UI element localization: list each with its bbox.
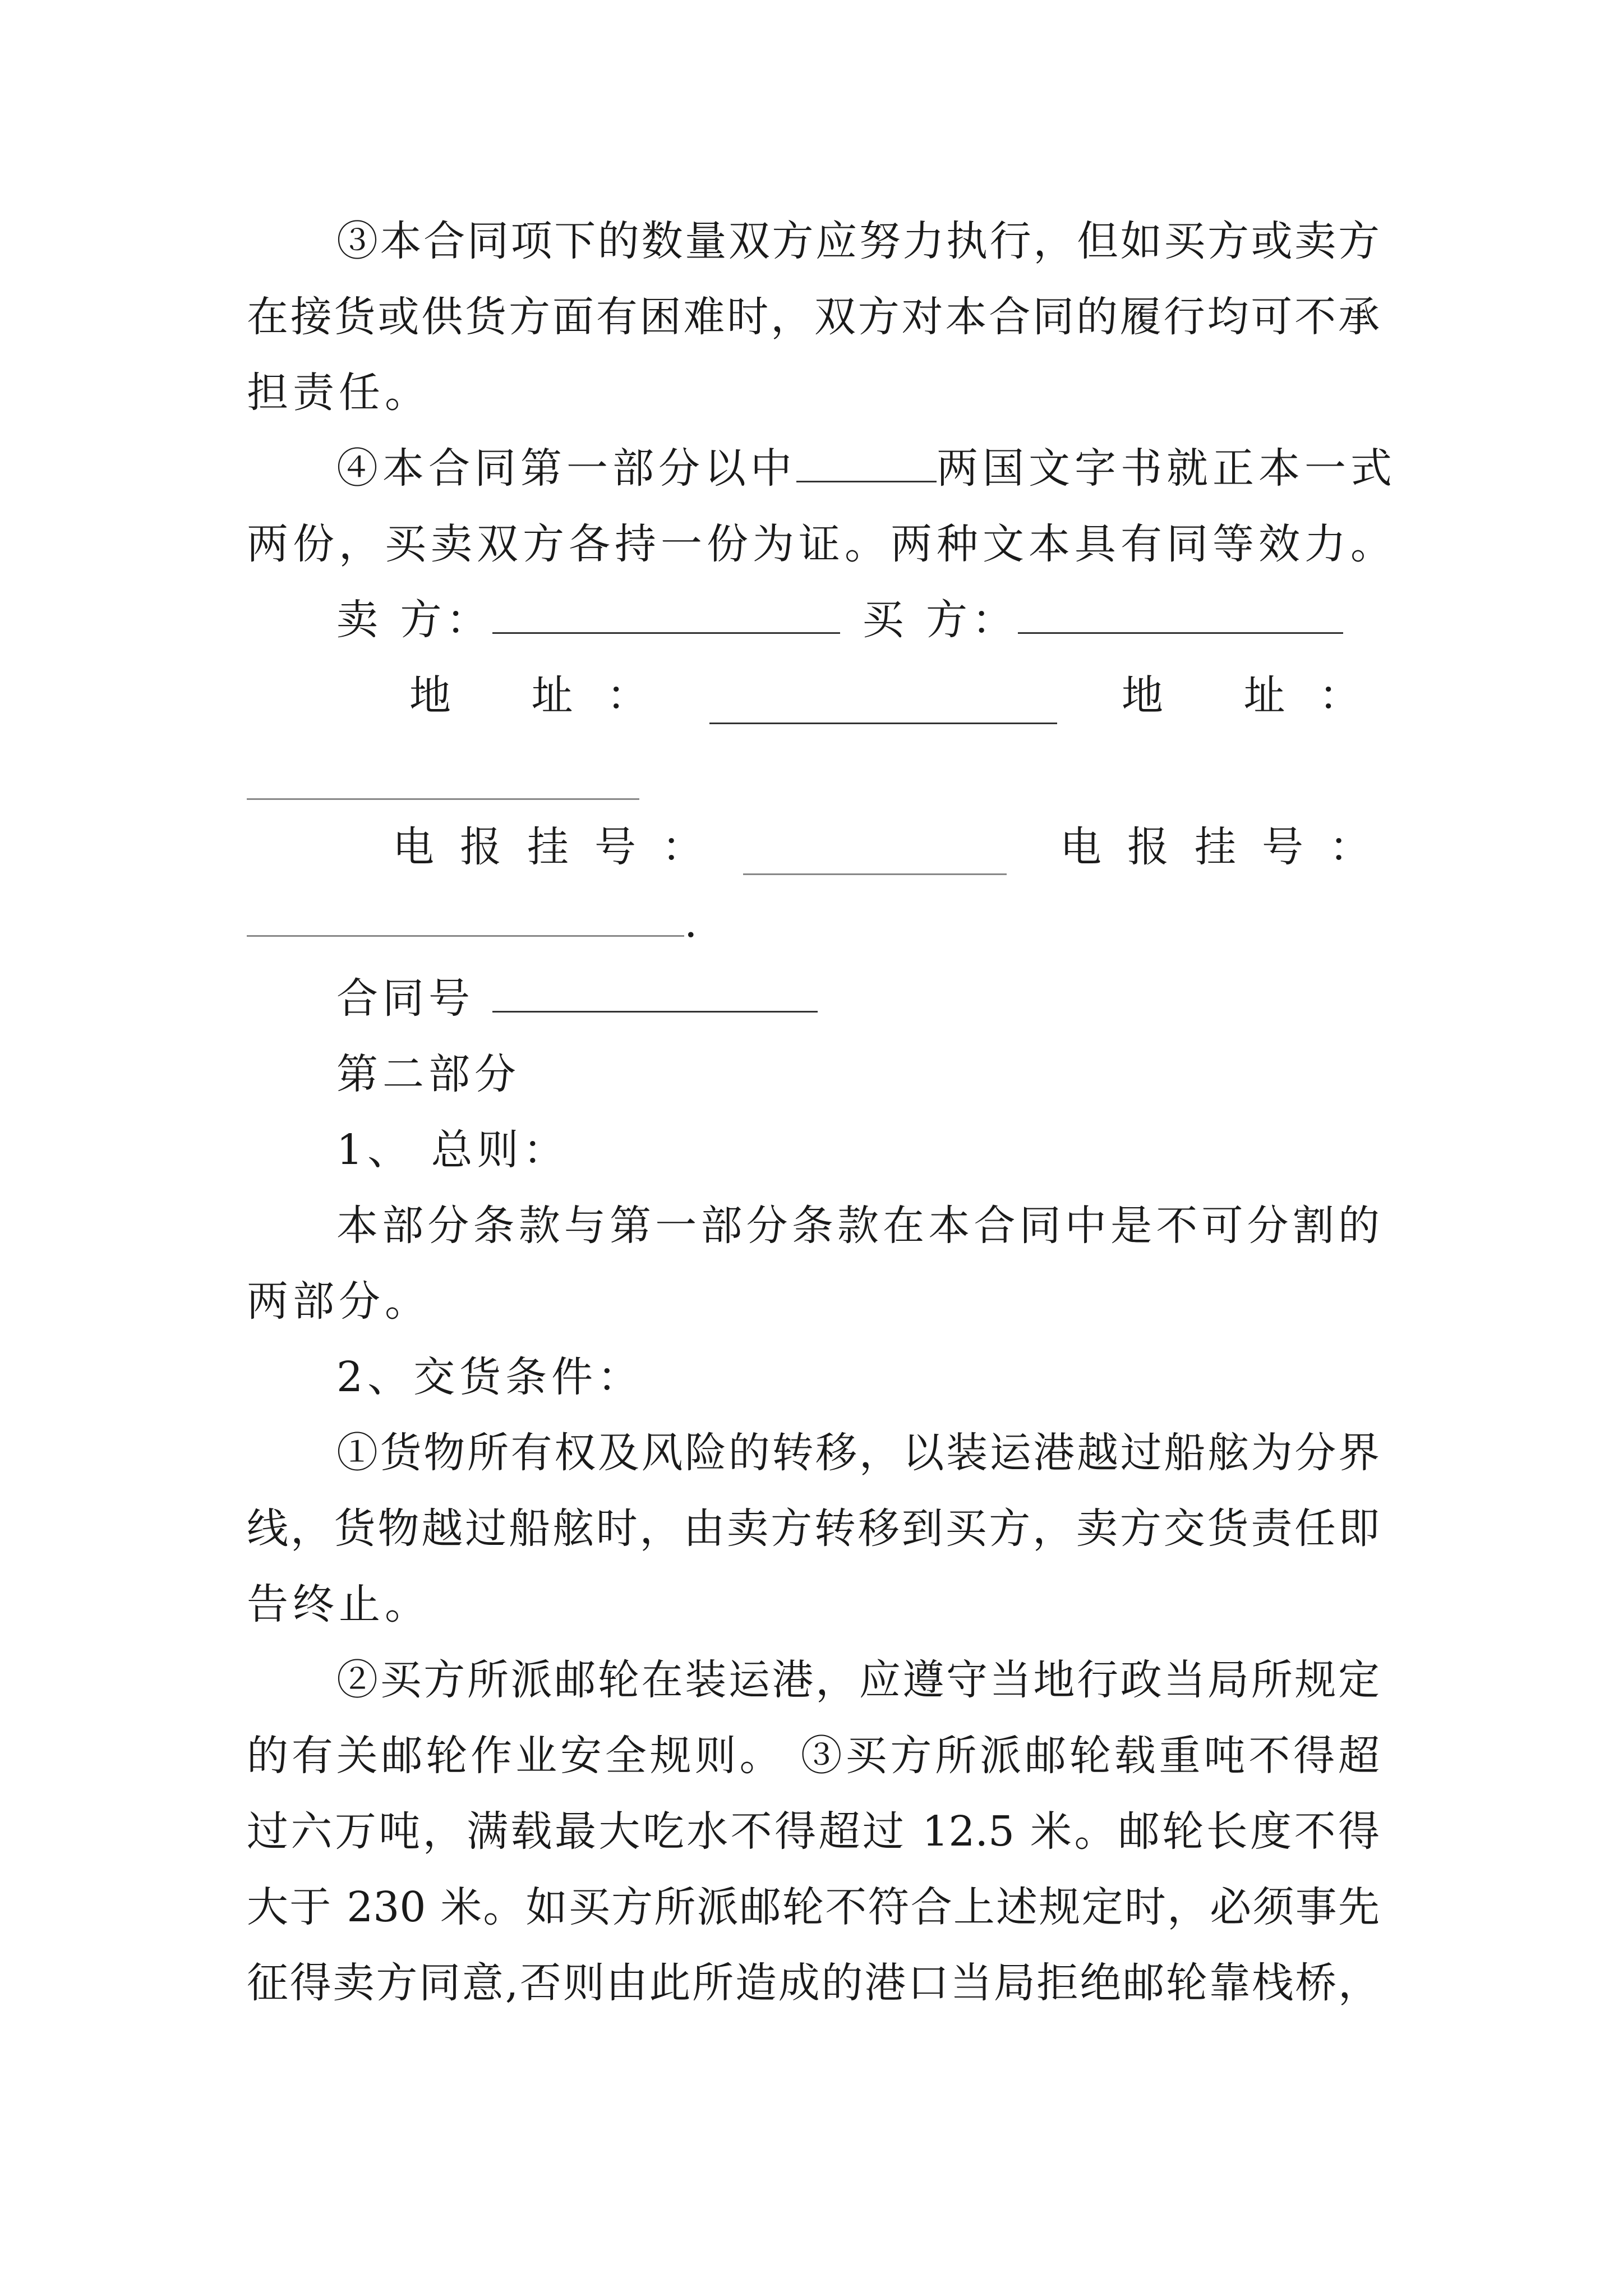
- paragraph-line: ①货物所有权及风险的转移，以装运港越过船舷为分界: [336, 1429, 1380, 1477]
- buyer-label: 买 方：: [862, 596, 1018, 644]
- address-blank: [709, 689, 1057, 724]
- paragraph-line: 线，货物越过船舷时，由卖方转移到买方，卖方交货责任即: [247, 1504, 1380, 1553]
- paragraph-line: 两份，买卖双方各持一份为证。两种文本具有同等效力。: [247, 520, 1396, 568]
- text-segment: ④本合同第一部分以中: [336, 444, 796, 493]
- address-blank: [247, 765, 639, 800]
- telegram-label: 电报挂号：: [393, 823, 729, 871]
- blank-line: [796, 447, 937, 482]
- telegram-line: [247, 895, 702, 951]
- paragraph-line: 在接货或供货方面有困难时，双方对本合同的履行均可不承: [247, 293, 1380, 341]
- paragraph-line: 过六万吨，满载最大吃水不得超过 12.5 米。邮轮长度不得: [247, 1807, 1380, 1856]
- seller-blank: [492, 599, 840, 634]
- address-label: 地 址：: [409, 671, 682, 720]
- paragraph-line: 本部分条款与第一部分条款在本合同中是不可分割的: [336, 1202, 1380, 1250]
- paragraph-line: 两部分。: [247, 1277, 431, 1326]
- buyer-blank: [1018, 599, 1343, 634]
- paragraph-line: 的有关邮轮作业安全规则。 ③买方所派邮轮载重吨不得超: [247, 1732, 1380, 1780]
- telegram-label: 电报挂号：: [1060, 823, 1396, 871]
- text-segment: 两国文字书就正本一式: [937, 444, 1396, 493]
- paragraph-line: 大于 230 米。如买方所派邮轮不符合上述规定时，必须事先: [247, 1883, 1380, 1931]
- paragraph-line: ③本合同项下的数量双方应努力执行，但如买方或卖方: [336, 217, 1380, 265]
- seller-buyer-line: [336, 592, 1343, 648]
- clause-heading: 2、交货条件：: [336, 1353, 644, 1401]
- seller-label: 卖 方：: [336, 596, 492, 644]
- period: .: [684, 899, 702, 947]
- paragraph-line: [336, 440, 1396, 496]
- telegram-blank: [247, 901, 684, 937]
- paragraph-line: 征得卖方同意,否则由此所造成的港口当局拒绝邮轮靠栈桥，: [247, 1959, 1380, 2007]
- contract-number-label: 合同号: [336, 974, 474, 1023]
- contract-number-line: [336, 970, 818, 1027]
- telegram-blank: [743, 840, 1007, 875]
- contract-number-blank: [492, 977, 818, 1013]
- section-heading: 第二部分: [336, 1050, 520, 1098]
- paragraph-line: ②买方所派邮轮在装运港，应遵守当地行政当局所规定: [336, 1656, 1380, 1704]
- paragraph-line: 担责任。: [247, 369, 431, 417]
- address-label: 地 址：: [1122, 671, 1394, 720]
- paragraph-line: 告终止。: [247, 1580, 431, 1628]
- clause-heading: 1、 总则：: [336, 1126, 569, 1174]
